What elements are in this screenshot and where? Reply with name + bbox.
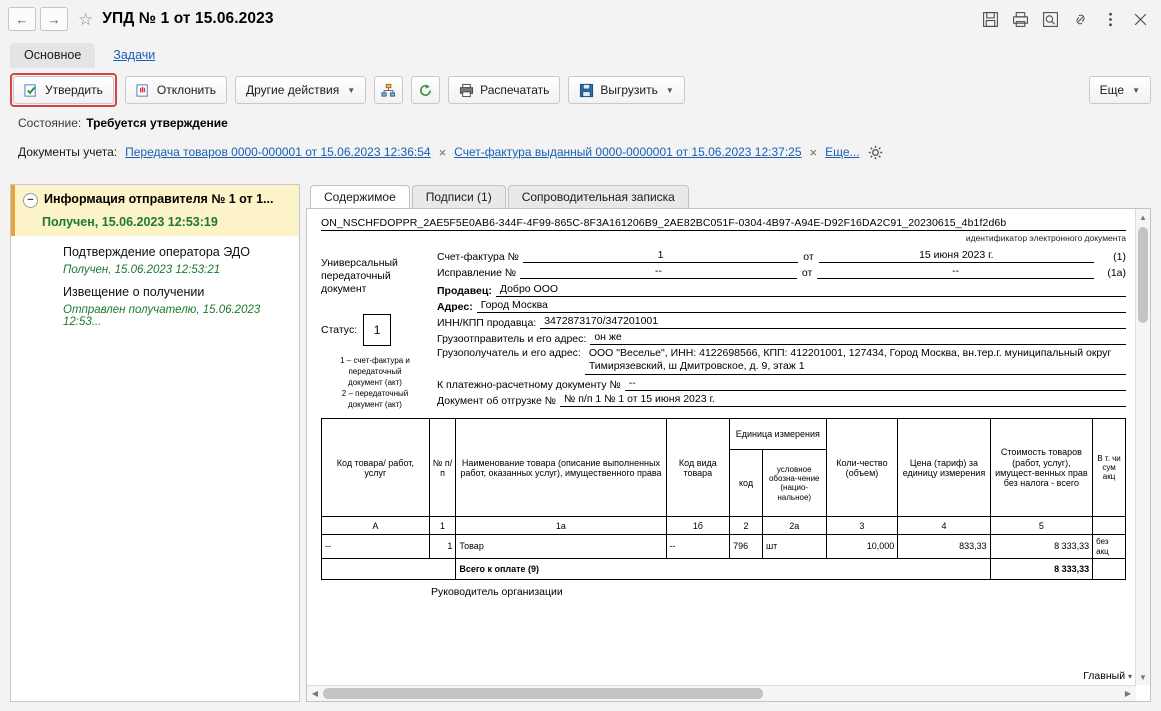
preview-icon[interactable] (1042, 11, 1059, 28)
colnum-2a: 2а (762, 517, 826, 535)
upd-header-left (321, 249, 429, 410)
event-header (23, 192, 291, 208)
goods-table (321, 418, 1126, 579)
refresh-button[interactable] (411, 76, 440, 104)
colnum-1a: 1а (456, 517, 666, 535)
status-box (321, 314, 429, 346)
legend-line: 2 – передаточный (341, 388, 409, 398)
back-button[interactable]: ← (8, 7, 36, 31)
scroll-right-icon[interactable]: ▶ (1124, 689, 1132, 698)
seller-row (437, 283, 1126, 297)
document-panel (306, 184, 1151, 702)
payment-doc-label: К платежно-расчетному документу № (437, 379, 621, 392)
table-column-numbers-row (322, 517, 1126, 535)
address-value: Город Москва (477, 299, 1126, 313)
printer-icon (459, 83, 474, 98)
document-tabs (306, 184, 1151, 208)
documents-more-link[interactable]: Еще... (825, 145, 860, 159)
status-legend (321, 356, 429, 410)
upd-form (307, 209, 1136, 686)
tab-podpisi[interactable]: Подписи (1) (412, 185, 506, 208)
status-label: Состояние: (18, 116, 82, 130)
refresh-icon (418, 83, 433, 98)
event-status: Получен, 15.06.2023 12:53:19 (42, 215, 218, 229)
shipping-doc-value: № п/п 1 № 1 от 15 июня 2023 г. (560, 393, 1126, 407)
invoice-number-row (437, 249, 1126, 263)
star-icon[interactable]: ☆ (78, 9, 94, 29)
status-caption: Статус: (321, 324, 358, 337)
tab-zadachi[interactable]: Задачи (113, 48, 156, 62)
col-code: Код товара/ работ, услуг (322, 419, 430, 517)
seller-value: Добро ООО (496, 283, 1126, 297)
col-qty: Коли-чество (объем) (826, 419, 898, 517)
upd-header (321, 249, 1126, 410)
upd-header-right (437, 249, 1126, 410)
correction-row-number: (1а) (1107, 267, 1127, 279)
total-empty (322, 558, 456, 579)
vertical-scrollbar[interactable] (1135, 209, 1150, 685)
invoice-date-separator: от (803, 251, 814, 263)
close-icon[interactable] (1132, 11, 1149, 28)
col-price: Цена (тариф) за единицу измерения (898, 419, 990, 517)
document-link-transfer[interactable]: Передача товаров 0000-000001 от 15.06.2023 12:36:54 (125, 145, 431, 159)
remove-document-icon[interactable]: × (438, 144, 447, 160)
colnum-6 (1093, 517, 1126, 535)
inn-row (437, 315, 1126, 329)
page-title: УПД № 1 от 15.06.2023 (102, 10, 274, 27)
invoice-number-label: Счет-фактура № (437, 251, 519, 263)
shipper-row (437, 331, 1126, 345)
signature-line (321, 586, 1126, 598)
export-button-label: Выгрузить (600, 83, 658, 97)
document-viewer (306, 208, 1151, 702)
print-button-label: Распечатать (480, 83, 550, 97)
chief-accountant-text: Главный (1083, 670, 1126, 682)
main-content (10, 184, 1151, 702)
approve-button-label: Утвердить (45, 83, 103, 97)
legend-line: документ (акт) (348, 399, 402, 409)
reject-button[interactable] (125, 76, 227, 104)
address-row (437, 299, 1126, 313)
accounting-documents-row (0, 134, 1161, 170)
print-icon[interactable] (1012, 11, 1029, 28)
legend-line: передаточный (348, 367, 402, 377)
remove-document-icon[interactable]: × (809, 144, 818, 160)
cell-qty: 10,000 (826, 535, 898, 558)
other-actions-label: Другие действия (246, 83, 340, 97)
correction-date-separator: от (801, 267, 813, 279)
legend-line: 1 – счет-фактура и (340, 356, 410, 366)
colnum-1: 1 (429, 517, 456, 535)
chevron-down-icon: ▼ (665, 85, 674, 95)
scroll-up-icon[interactable]: ▲ (1139, 212, 1147, 222)
forward-button[interactable]: → (40, 7, 68, 31)
tab-osnovnoe[interactable]: Основное (10, 43, 95, 68)
electronic-document-identifier: ON_NSCHFDOPPR_2AE5F5E0AB6-344F-4F99-865C-8F3A161206B9_2AE82BC051F-0304-4B97-A94E-D92F16DA2C91_20230615_4b1f2d6b (321, 217, 1126, 231)
correction-number-label: Исправление № (437, 267, 517, 279)
colnum-4: 4 (898, 517, 990, 535)
colnum-5: 5 (990, 517, 1093, 535)
footer-label: Руководитель организации (431, 585, 563, 598)
reject-button-label: Отклонить (156, 83, 216, 97)
cell-code: -- (322, 535, 430, 558)
cell-price: 833,33 (898, 535, 990, 558)
cell-type-code: -- (666, 535, 730, 558)
document-kind-label: Универсальный передаточный документ (321, 257, 398, 296)
invoice-date-value: 15 июня 2023 г. (819, 249, 1094, 263)
correction-date-value: -- (817, 265, 1094, 279)
scroll-down-icon[interactable]: ▼ (1139, 672, 1147, 682)
inn-label: ИНН/КПП продавца: (437, 317, 537, 329)
correction-number-value: -- (520, 265, 797, 279)
inn-value: 3472873170/347201001 (540, 315, 1126, 329)
export-button[interactable] (568, 76, 684, 104)
save-icon[interactable] (982, 11, 999, 28)
total-label: Всего к оплате (9) (456, 558, 990, 579)
col-unit-code: код (730, 450, 763, 517)
main-tabs (0, 38, 1161, 68)
consignee-label: Грузополучатель и его адрес: (437, 347, 581, 359)
colnum-a: А (322, 517, 430, 535)
structure-button[interactable] (374, 76, 403, 104)
cell-total: 8 333,33 (990, 535, 1093, 558)
export-icon (579, 83, 594, 98)
approve-button-focus (10, 73, 117, 107)
command-bar (0, 68, 1161, 112)
status-badge: Требуется утверждение (86, 116, 228, 130)
event-title: Извещение о получении (63, 285, 205, 299)
shipper-value: он же (590, 331, 1126, 345)
event-meta: Отправлен получателю, 15.06.2023 12:53... (63, 304, 261, 328)
link-icon[interactable] (1072, 11, 1089, 28)
invoice-number-value: 1 (523, 249, 798, 263)
correction-number-row (437, 265, 1126, 279)
invoice-row-number: (1) (1113, 251, 1127, 263)
cell-unit-code: 796 (730, 535, 763, 558)
vertical-scroll-thumb[interactable] (1138, 227, 1148, 323)
accounting-documents-label: Документы учета: (18, 145, 118, 159)
shipper-label: Грузоотправитель и его адрес: (437, 333, 587, 345)
cell-num: 1 (429, 535, 456, 558)
table-header-row (322, 419, 1126, 450)
cell-unit-symbol: шт (762, 535, 826, 558)
collapse-icon[interactable]: − (23, 193, 38, 208)
col-excise: В т. чи сум акц (1093, 419, 1126, 517)
more-icon[interactable] (1102, 11, 1119, 28)
status-value: 1 (363, 314, 391, 346)
status-line (0, 112, 1161, 134)
cell-name: Товар (456, 535, 666, 558)
event-sender-info[interactable] (11, 185, 299, 236)
col-type-code: Код вида товара (666, 419, 730, 517)
events-panel (10, 184, 300, 702)
payment-doc-value: -- (625, 377, 1126, 391)
event-title: Информация отправителя № 1 от 1... (44, 192, 274, 206)
more-button[interactable] (1089, 76, 1151, 104)
total-excise (1093, 558, 1126, 579)
title-bar (0, 0, 1161, 38)
table-row (322, 535, 1126, 558)
col-unit: Единица измерения (730, 419, 826, 450)
title-bar-actions (982, 11, 1153, 28)
colnum-1b: 1б (666, 517, 730, 535)
list-item[interactable] (30, 236, 299, 276)
tab-soderzhimoe[interactable]: Содержимое (310, 185, 410, 208)
event-meta: Получен, 15.06.2023 12:53:21 (63, 264, 221, 276)
legend-line: документ (акт) (348, 377, 402, 387)
other-actions-button[interactable] (235, 76, 366, 104)
tab-soprovoditelnaya-zapiska[interactable]: Сопроводительная записка (508, 185, 689, 208)
event-title: Подтверждение оператора ЭДО (63, 245, 250, 259)
chevron-down-icon: ▼ (347, 85, 356, 95)
col-unit-symbol: условное обозна-чение (нацио-нальное) (762, 450, 826, 517)
shipping-doc-row (437, 393, 1126, 407)
chevron-down-icon: ▾ (1127, 672, 1132, 681)
chief-accountant-label (1083, 670, 1132, 682)
document-link-invoice[interactable]: Счет-фактура выданный 0000-0000001 от 15.06.2023 12:37:25 (454, 145, 802, 159)
identifier-caption: идентификатор электронного документа (965, 233, 1126, 243)
approve-icon (24, 83, 39, 98)
cell-excise: без акц (1093, 535, 1126, 558)
col-name: Наименование товара (описание выполненных работ, оказанных услуг), имущественного права (456, 419, 666, 517)
chevron-down-icon: ▼ (1132, 85, 1140, 95)
consignee-value: ООО "Веселье", ИНН: 4122698566, КПП: 412201001, 127434, Город Москва, вн.тер.г. муниципальный округ Тимирязевский, ш Дмитровское, д. 9, этаж 1 (585, 347, 1126, 375)
approve-button[interactable] (13, 76, 114, 104)
colnum-3: 3 (826, 517, 898, 535)
hierarchy-icon (381, 83, 396, 98)
horizontal-scroll-thumb[interactable] (323, 688, 763, 699)
seller-label: Продавец: (437, 285, 492, 297)
more-button-label: Еще (1099, 83, 1125, 97)
consignee-row (437, 347, 1126, 375)
total-value: 8 333,33 (990, 558, 1093, 579)
gear-icon[interactable] (868, 145, 883, 160)
print-button[interactable] (448, 76, 560, 104)
shipping-doc-label: Документ об отгрузке № (437, 395, 557, 408)
col-total: Стоимость товаров (работ, услуг), имущест-венных прав без налога - всего (990, 419, 1093, 517)
scroll-left-icon[interactable]: ◀ (311, 689, 319, 698)
table-total-row (322, 558, 1126, 579)
address-label: Адрес: (437, 301, 473, 313)
list-item[interactable] (30, 276, 299, 328)
reject-icon (136, 83, 151, 98)
payment-doc-row (437, 377, 1126, 391)
colnum-2: 2 (730, 517, 763, 535)
col-num: № п/п (429, 419, 456, 517)
horizontal-scrollbar[interactable] (307, 685, 1136, 701)
